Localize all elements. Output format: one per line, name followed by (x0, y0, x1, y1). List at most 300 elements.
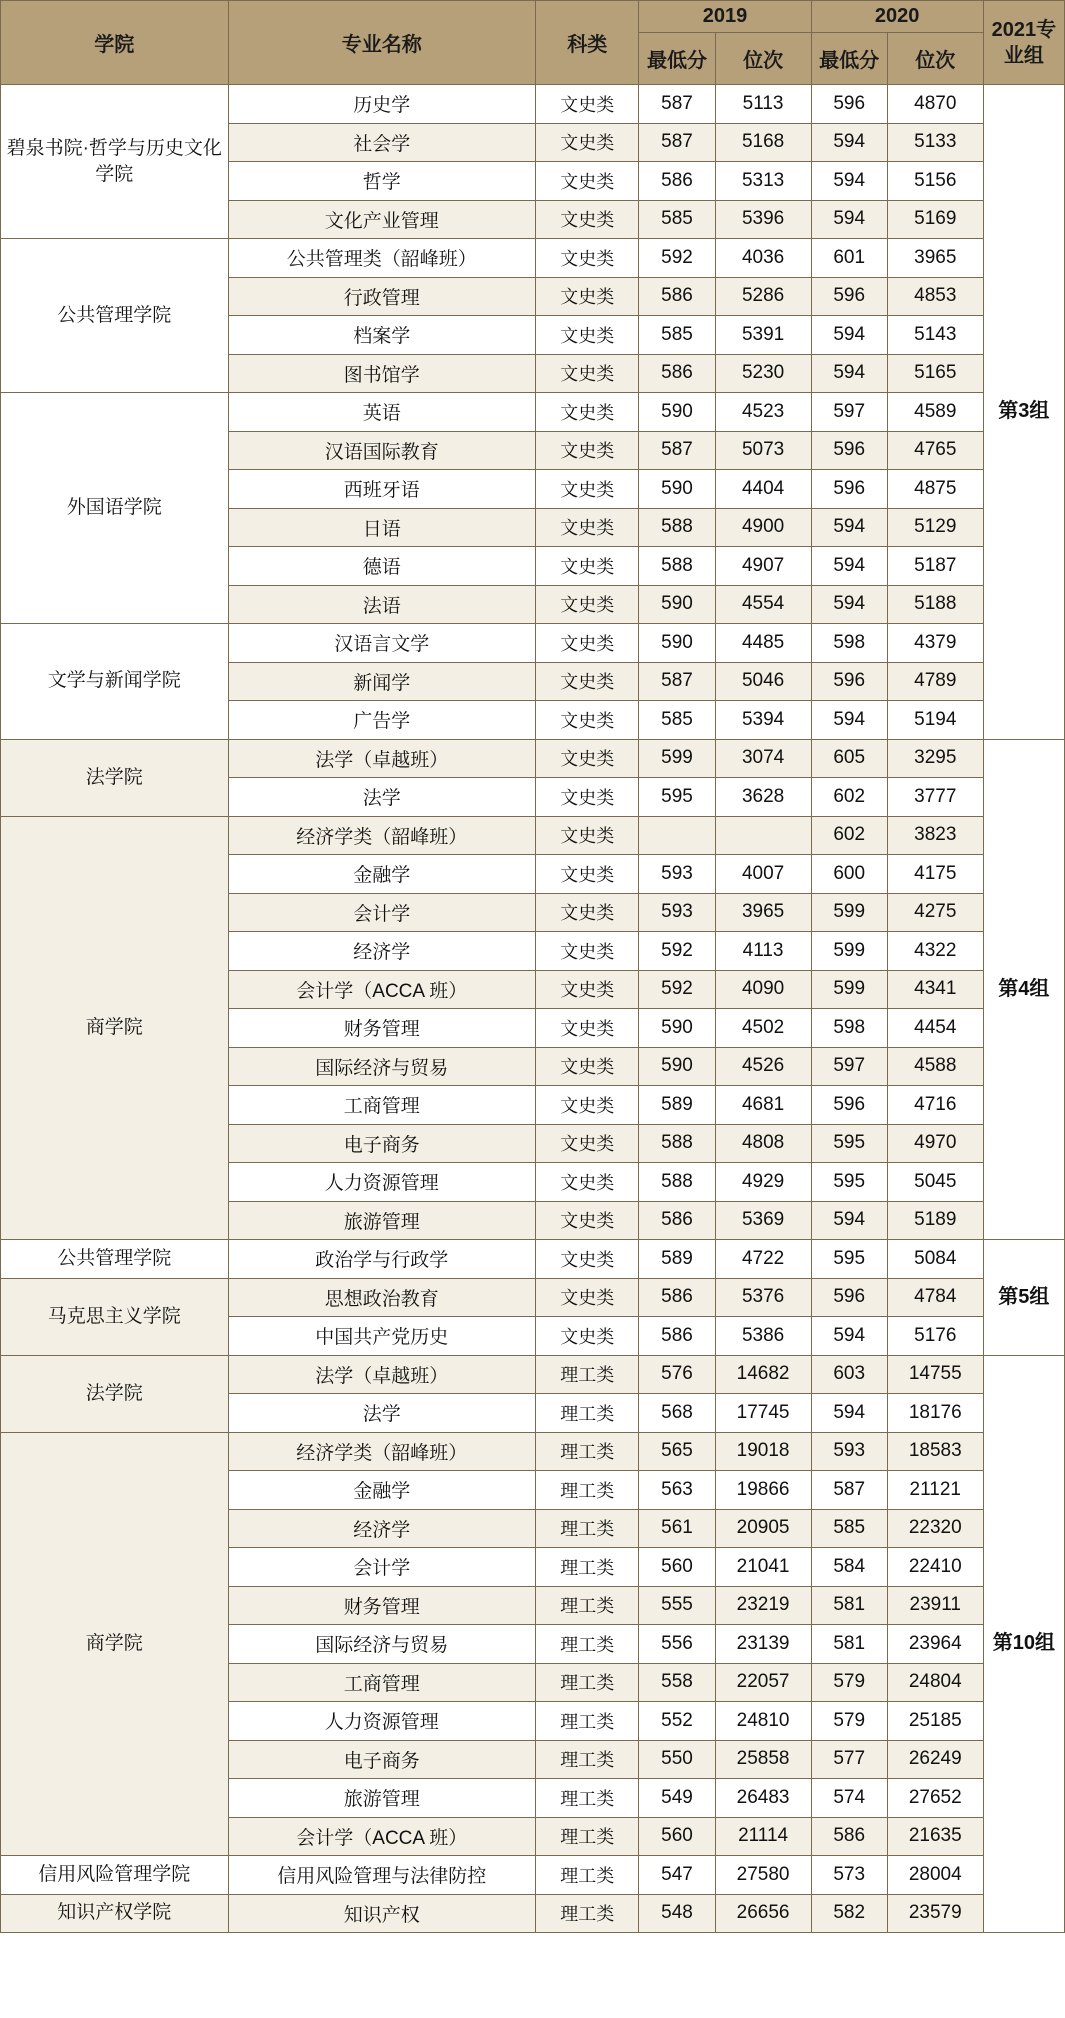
score-2020: 594 (811, 162, 887, 201)
score-2020: 582 (811, 1894, 887, 1933)
subject-category: 文史类 (536, 354, 639, 393)
header-major: 专业名称 (228, 1, 536, 85)
rank-2020: 5188 (887, 585, 983, 624)
score-2019: 558 (639, 1663, 715, 1702)
rank-2020: 18583 (887, 1432, 983, 1471)
major-name: 工商管理 (228, 1086, 536, 1125)
subject-category: 理工类 (536, 1586, 639, 1625)
college-name: 商学院 (1, 1432, 229, 1856)
score-2020: 579 (811, 1702, 887, 1741)
rank-2019: 21041 (715, 1548, 811, 1587)
major-name: 社会学 (228, 123, 536, 162)
score-2019: 595 (639, 778, 715, 817)
score-2019: 586 (639, 162, 715, 201)
score-2019: 586 (639, 277, 715, 316)
rank-2019: 4554 (715, 585, 811, 624)
rank-2020: 28004 (887, 1856, 983, 1895)
score-2019: 592 (639, 239, 715, 278)
rank-2019: 23139 (715, 1625, 811, 1664)
major-name: 电子商务 (228, 1124, 536, 1163)
subject-category: 文史类 (536, 123, 639, 162)
major-name: 公共管理类（韶峰班） (228, 239, 536, 278)
rank-2019: 4722 (715, 1240, 811, 1279)
subject-category: 文史类 (536, 277, 639, 316)
rank-2020: 4588 (887, 1047, 983, 1086)
major-name: 金融学 (228, 855, 536, 894)
college-name: 商学院 (1, 816, 229, 1240)
rank-2019: 5313 (715, 162, 811, 201)
score-2019: 586 (639, 1201, 715, 1240)
major-group-label: 第10组 (983, 1355, 1064, 1933)
major-name: 行政管理 (228, 277, 536, 316)
major-name: 知识产权 (228, 1894, 536, 1933)
table-row (1, 393, 1065, 432)
major-name: 历史学 (228, 85, 536, 124)
subject-category: 理工类 (536, 1856, 639, 1895)
major-name: 文化产业管理 (228, 200, 536, 239)
rank-2019: 5394 (715, 701, 811, 740)
college-name: 文学与新闻学院 (1, 624, 229, 740)
college-name: 公共管理学院 (1, 1240, 229, 1279)
major-name: 中国共产党历史 (228, 1317, 536, 1356)
subject-category: 文史类 (536, 970, 639, 1009)
rank-2019: 3965 (715, 893, 811, 932)
score-2019: 589 (639, 1240, 715, 1279)
score-2020: 598 (811, 1009, 887, 1048)
subject-category: 文史类 (536, 316, 639, 355)
score-2019: 560 (639, 1548, 715, 1587)
score-2019: 589 (639, 1086, 715, 1125)
rank-2020: 4870 (887, 85, 983, 124)
score-2019: 593 (639, 855, 715, 894)
major-name: 经济学类（韶峰班） (228, 1432, 536, 1471)
rank-2019: 5168 (715, 123, 811, 162)
table-row (1, 1856, 1065, 1895)
subject-category: 理工类 (536, 1702, 639, 1741)
major-name: 广告学 (228, 701, 536, 740)
rank-2019: 4485 (715, 624, 811, 663)
major-name: 国际经济与贸易 (228, 1047, 536, 1086)
rank-2020: 4789 (887, 662, 983, 701)
subject-category: 理工类 (536, 1625, 639, 1664)
rank-2019: 19018 (715, 1432, 811, 1471)
college-name: 公共管理学院 (1, 239, 229, 393)
rank-2020: 4341 (887, 970, 983, 1009)
major-name: 政治学与行政学 (228, 1240, 536, 1279)
major-name: 思想政治教育 (228, 1278, 536, 1317)
major-name: 法学（卓越班） (228, 1355, 536, 1394)
score-2019: 563 (639, 1471, 715, 1510)
major-name: 英语 (228, 393, 536, 432)
score-2019: 548 (639, 1894, 715, 1933)
major-name: 会计学（ACCA 班） (228, 970, 536, 1009)
major-name: 信用风险管理与法律防控 (228, 1856, 536, 1895)
table-row (1, 85, 1065, 124)
score-2019: 550 (639, 1740, 715, 1779)
score-2020: 600 (811, 855, 887, 894)
major-name: 西班牙语 (228, 470, 536, 509)
rank-2020: 5165 (887, 354, 983, 393)
rank-2020: 4322 (887, 932, 983, 971)
score-2019: 588 (639, 508, 715, 547)
score-2020: 599 (811, 893, 887, 932)
score-2020: 595 (811, 1240, 887, 1279)
rank-2019: 21114 (715, 1817, 811, 1856)
major-name: 日语 (228, 508, 536, 547)
score-2020: 585 (811, 1509, 887, 1548)
score-2019 (639, 816, 715, 855)
major-name: 人力资源管理 (228, 1702, 536, 1741)
score-2020: 603 (811, 1355, 887, 1394)
rank-2020: 22320 (887, 1509, 983, 1548)
rank-2019: 4900 (715, 508, 811, 547)
subject-category: 理工类 (536, 1817, 639, 1856)
rank-2020: 21635 (887, 1817, 983, 1856)
rank-2019: 5376 (715, 1278, 811, 1317)
rank-2019: 5391 (715, 316, 811, 355)
rank-2019: 3628 (715, 778, 811, 817)
header-college: 学院 (1, 1, 229, 85)
table-row (1, 1894, 1065, 1933)
rank-2019: 22057 (715, 1663, 811, 1702)
score-2020: 602 (811, 816, 887, 855)
major-group-label: 第5组 (983, 1240, 1064, 1356)
major-name: 法学 (228, 778, 536, 817)
rank-2020: 5129 (887, 508, 983, 547)
rank-2020: 4875 (887, 470, 983, 509)
rank-2020: 5169 (887, 200, 983, 239)
score-2019: 590 (639, 470, 715, 509)
major-name: 经济学类（韶峰班） (228, 816, 536, 855)
major-name: 新闻学 (228, 662, 536, 701)
college-name: 法学院 (1, 739, 229, 816)
score-2020: 599 (811, 932, 887, 971)
major-name: 经济学 (228, 1509, 536, 1548)
score-2019: 593 (639, 893, 715, 932)
rank-2020: 3965 (887, 239, 983, 278)
rank-2019: 5113 (715, 85, 811, 124)
score-2020: 594 (811, 354, 887, 393)
score-2020: 581 (811, 1586, 887, 1625)
subject-category: 文史类 (536, 624, 639, 663)
rank-2020: 5176 (887, 1317, 983, 1356)
score-2020: 596 (811, 1278, 887, 1317)
score-2019: 590 (639, 624, 715, 663)
score-2020: 584 (811, 1548, 887, 1587)
rank-2020: 23911 (887, 1586, 983, 1625)
score-2019: 565 (639, 1432, 715, 1471)
rank-2019: 19866 (715, 1471, 811, 1510)
rank-2020: 5084 (887, 1240, 983, 1279)
rank-2020: 23579 (887, 1894, 983, 1933)
rank-2020: 18176 (887, 1394, 983, 1433)
rank-2020: 5045 (887, 1163, 983, 1202)
table-row (1, 1355, 1065, 1394)
score-2019: 556 (639, 1625, 715, 1664)
rank-2020: 5187 (887, 547, 983, 586)
score-2020: 581 (811, 1625, 887, 1664)
major-name: 会计学 (228, 1548, 536, 1587)
major-group-label: 第4组 (983, 739, 1064, 1240)
major-name: 经济学 (228, 932, 536, 971)
major-name: 电子商务 (228, 1740, 536, 1779)
subject-category: 文史类 (536, 778, 639, 817)
rank-2019: 4113 (715, 932, 811, 971)
score-2019: 549 (639, 1779, 715, 1818)
score-2019: 585 (639, 200, 715, 239)
score-2019: 588 (639, 1163, 715, 1202)
score-2020: 596 (811, 662, 887, 701)
subject-category: 文史类 (536, 1124, 639, 1163)
subject-category: 文史类 (536, 85, 639, 124)
subject-category: 文史类 (536, 470, 639, 509)
rank-2020: 5189 (887, 1201, 983, 1240)
major-name: 国际经济与贸易 (228, 1625, 536, 1664)
rank-2019: 27580 (715, 1856, 811, 1895)
score-2020: 594 (811, 585, 887, 624)
rank-2019: 5286 (715, 277, 811, 316)
rank-2020: 22410 (887, 1548, 983, 1587)
table-header (1, 1, 1065, 85)
rank-2019: 4526 (715, 1047, 811, 1086)
major-name: 旅游管理 (228, 1201, 536, 1240)
subject-category: 理工类 (536, 1894, 639, 1933)
score-2020: 594 (811, 123, 887, 162)
rank-2020: 14755 (887, 1355, 983, 1394)
header-year-2020: 2020 (811, 1, 983, 33)
rank-2020: 26249 (887, 1740, 983, 1779)
rank-2019: 26483 (715, 1779, 811, 1818)
college-name: 信用风险管理学院 (1, 1856, 229, 1895)
score-2020: 594 (811, 200, 887, 239)
rank-2019: 4808 (715, 1124, 811, 1163)
subject-category: 文史类 (536, 1278, 639, 1317)
score-2020: 598 (811, 624, 887, 663)
score-2020: 587 (811, 1471, 887, 1510)
table-row (1, 816, 1065, 855)
rank-2019: 5396 (715, 200, 811, 239)
score-2019: 590 (639, 585, 715, 624)
score-2019: 587 (639, 85, 715, 124)
subject-category: 文史类 (536, 932, 639, 971)
rank-2019: 4502 (715, 1009, 811, 1048)
score-2020: 595 (811, 1163, 887, 1202)
score-2020: 594 (811, 316, 887, 355)
score-2020: 599 (811, 970, 887, 1009)
score-2020: 596 (811, 470, 887, 509)
subject-category: 文史类 (536, 239, 639, 278)
score-2019: 599 (639, 739, 715, 778)
header-year-2019: 2019 (639, 1, 811, 33)
subject-category: 文史类 (536, 162, 639, 201)
rank-2020: 4175 (887, 855, 983, 894)
score-2020: 601 (811, 239, 887, 278)
rank-2019: 4090 (715, 970, 811, 1009)
rank-2019: 26656 (715, 1894, 811, 1933)
rank-2020: 23964 (887, 1625, 983, 1664)
score-2020: 573 (811, 1856, 887, 1895)
score-2019: 586 (639, 354, 715, 393)
subject-category: 文史类 (536, 739, 639, 778)
subject-category: 文史类 (536, 585, 639, 624)
rank-2019: 3074 (715, 739, 811, 778)
score-2020: 594 (811, 1201, 887, 1240)
rank-2019 (715, 816, 811, 855)
rank-2020: 3823 (887, 816, 983, 855)
score-2019: 586 (639, 1317, 715, 1356)
score-2019: 552 (639, 1702, 715, 1741)
major-name: 法学 (228, 1394, 536, 1433)
table-row (1, 739, 1065, 778)
major-name: 会计学 (228, 893, 536, 932)
rank-2020: 5194 (887, 701, 983, 740)
subject-category: 文史类 (536, 431, 639, 470)
subject-category: 文史类 (536, 701, 639, 740)
college-name: 外国语学院 (1, 393, 229, 624)
table-row (1, 624, 1065, 663)
score-2020: 596 (811, 1086, 887, 1125)
header-2019-rank: 位次 (715, 33, 811, 85)
rank-2019: 4523 (715, 393, 811, 432)
rank-2019: 23219 (715, 1586, 811, 1625)
score-2019: 587 (639, 431, 715, 470)
subject-category: 文史类 (536, 1317, 639, 1356)
score-2019: 588 (639, 1124, 715, 1163)
score-2019: 568 (639, 1394, 715, 1433)
rank-2020: 3295 (887, 739, 983, 778)
rank-2019: 4007 (715, 855, 811, 894)
subject-category: 文史类 (536, 1201, 639, 1240)
subject-category: 文史类 (536, 200, 639, 239)
score-2019: 585 (639, 701, 715, 740)
subject-category: 理工类 (536, 1779, 639, 1818)
major-name: 德语 (228, 547, 536, 586)
score-2019: 576 (639, 1355, 715, 1394)
subject-category: 文史类 (536, 1240, 639, 1279)
major-name: 会计学（ACCA 班） (228, 1817, 536, 1856)
header-kelei: 科类 (536, 1, 639, 85)
table-body (1, 85, 1065, 1933)
subject-category: 理工类 (536, 1548, 639, 1587)
major-name: 汉语国际教育 (228, 431, 536, 470)
score-2020: 602 (811, 778, 887, 817)
score-2020: 597 (811, 1047, 887, 1086)
score-2020: 574 (811, 1779, 887, 1818)
score-2020: 593 (811, 1432, 887, 1471)
rank-2019: 5046 (715, 662, 811, 701)
score-2019: 592 (639, 970, 715, 1009)
header-2020-rank: 位次 (887, 33, 983, 85)
college-name: 法学院 (1, 1355, 229, 1432)
rank-2020: 5143 (887, 316, 983, 355)
score-2020: 579 (811, 1663, 887, 1702)
rank-2020: 25185 (887, 1702, 983, 1741)
rank-2019: 17745 (715, 1394, 811, 1433)
score-2019: 588 (639, 547, 715, 586)
score-2019: 585 (639, 316, 715, 355)
rank-2019: 5230 (715, 354, 811, 393)
score-2019: 592 (639, 932, 715, 971)
rank-2020: 27652 (887, 1779, 983, 1818)
subject-category: 文史类 (536, 393, 639, 432)
score-2020: 594 (811, 547, 887, 586)
score-2019: 590 (639, 1047, 715, 1086)
score-2020: 596 (811, 277, 887, 316)
subject-category: 文史类 (536, 1086, 639, 1125)
rank-2020: 4970 (887, 1124, 983, 1163)
subject-category: 文史类 (536, 1009, 639, 1048)
major-name: 哲学 (228, 162, 536, 201)
score-2019: 587 (639, 662, 715, 701)
major-name: 法学（卓越班） (228, 739, 536, 778)
score-2020: 594 (811, 1394, 887, 1433)
rank-2020: 21121 (887, 1471, 983, 1510)
score-2019: 590 (639, 393, 715, 432)
rank-2019: 4929 (715, 1163, 811, 1202)
score-2020: 586 (811, 1817, 887, 1856)
rank-2020: 3777 (887, 778, 983, 817)
subject-category: 文史类 (536, 816, 639, 855)
rank-2020: 24804 (887, 1663, 983, 1702)
score-2020: 597 (811, 393, 887, 432)
rank-2020: 4275 (887, 893, 983, 932)
header-2019-min-score: 最低分 (639, 33, 715, 85)
score-2020: 596 (811, 431, 887, 470)
subject-category: 文史类 (536, 662, 639, 701)
rank-2019: 4036 (715, 239, 811, 278)
score-2020: 596 (811, 85, 887, 124)
subject-category: 理工类 (536, 1471, 639, 1510)
score-2019: 547 (639, 1856, 715, 1895)
subject-category: 文史类 (536, 893, 639, 932)
subject-category: 文史类 (536, 508, 639, 547)
major-name: 人力资源管理 (228, 1163, 536, 1202)
college-name: 碧泉书院·哲学与历史文化学院 (1, 85, 229, 239)
score-2020: 605 (811, 739, 887, 778)
rank-2020: 4716 (887, 1086, 983, 1125)
header-2020-min-score: 最低分 (811, 33, 887, 85)
rank-2019: 5386 (715, 1317, 811, 1356)
rank-2019: 25858 (715, 1740, 811, 1779)
rank-2019: 14682 (715, 1355, 811, 1394)
rank-2020: 4784 (887, 1278, 983, 1317)
subject-category: 理工类 (536, 1740, 639, 1779)
subject-category: 文史类 (536, 1163, 639, 1202)
rank-2019: 4907 (715, 547, 811, 586)
rank-2019: 4404 (715, 470, 811, 509)
rank-2020: 4589 (887, 393, 983, 432)
score-2020: 594 (811, 701, 887, 740)
rank-2020: 4454 (887, 1009, 983, 1048)
table-row (1, 1432, 1065, 1471)
major-group-label: 第3组 (983, 85, 1064, 740)
major-name: 金融学 (228, 1471, 536, 1510)
table-row (1, 1278, 1065, 1317)
subject-category: 文史类 (536, 1047, 639, 1086)
major-name: 工商管理 (228, 1663, 536, 1702)
score-2020: 577 (811, 1740, 887, 1779)
score-2020: 595 (811, 1124, 887, 1163)
rank-2019: 24810 (715, 1702, 811, 1741)
college-name: 马克思主义学院 (1, 1278, 229, 1355)
major-name: 法语 (228, 585, 536, 624)
major-name: 图书馆学 (228, 354, 536, 393)
rank-2020: 5156 (887, 162, 983, 201)
rank-2019: 20905 (715, 1509, 811, 1548)
table-row (1, 1240, 1065, 1279)
subject-category: 理工类 (536, 1509, 639, 1548)
major-name: 旅游管理 (228, 1779, 536, 1818)
